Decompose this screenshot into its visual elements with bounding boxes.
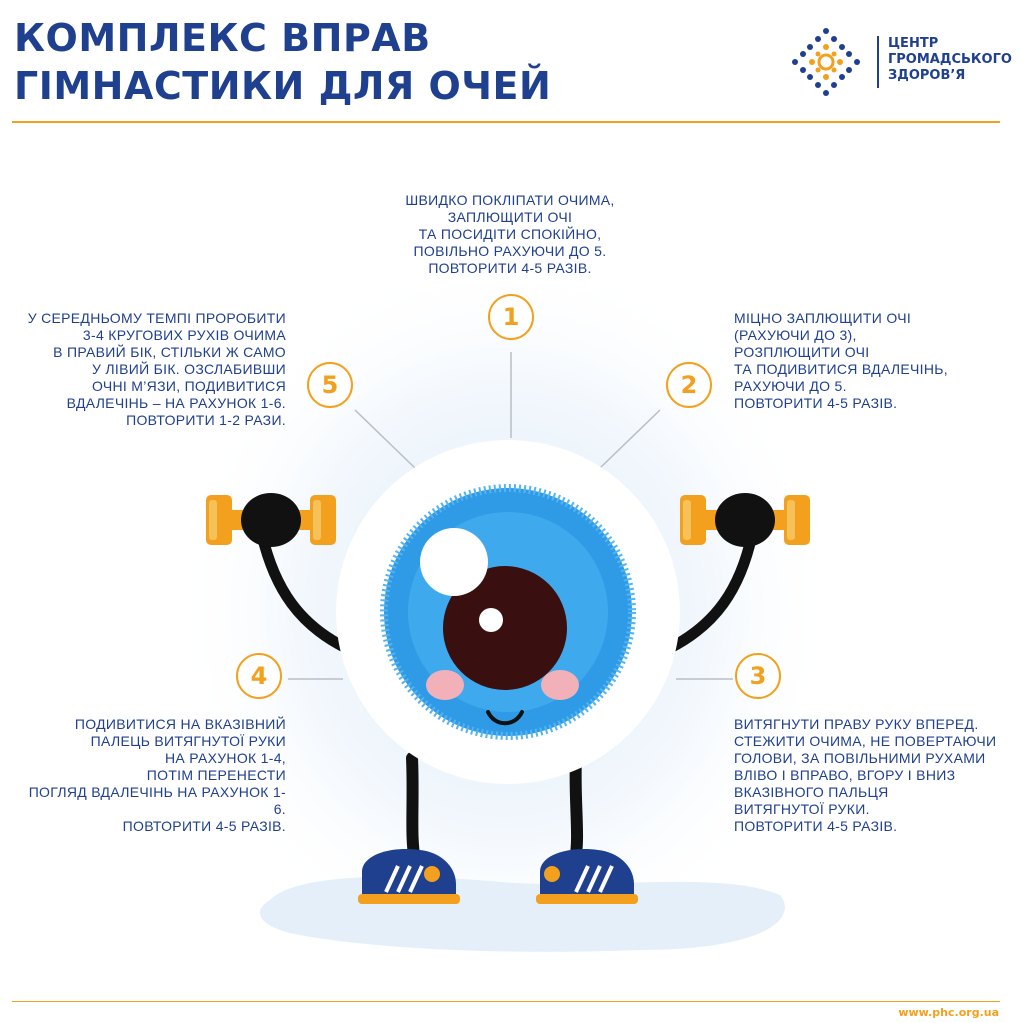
- step-2-line: РОЗПЛЮЩИТИ ОЧІ: [734, 344, 870, 360]
- step-2-line: (РАХУЮЧИ ДО 3),: [734, 327, 857, 343]
- step-4-line: ПОВТОРИТИ 4-5 РАЗІВ.: [122, 818, 286, 834]
- step-1-text: [380, 192, 640, 277]
- step-2-line: РАХУЮЧИ ДО 5.: [734, 378, 847, 394]
- step-5-line: У СЕРЕДНЬОМУ ТЕМПІ ПРОРОБИТИ: [27, 310, 286, 326]
- step-3-line: СТЕЖИТИ ОЧИМА, НЕ ПОВЕРТАЮЧИ: [734, 733, 997, 749]
- step-1-line: ТА ПОСИДІТИ СПОКІЙНО,: [418, 226, 602, 242]
- logo-line-1: ЦЕНТР: [888, 36, 939, 51]
- step-5-line: 3-4 КРУГОВИХ РУХІВ ОЧИМА: [82, 327, 286, 343]
- step-3-line: ПОВТОРИТИ 4-5 РАЗІВ.: [734, 818, 898, 834]
- step-4-text: [20, 716, 286, 835]
- step-4-line: ПОГЛЯД ВДАЛЕЧІНЬ НА РАХУНОК 1-6.: [28, 784, 286, 817]
- step-1-line: ПОВТОРИТИ 4-5 РАЗІВ.: [428, 260, 592, 276]
- footer-url: www.phc.org.ua: [898, 1006, 999, 1019]
- step-2-line: ТА ПОДИВИТИСЯ ВДАЛЕЧІНЬ,: [734, 361, 948, 377]
- step-2-text: [734, 310, 1014, 412]
- step-4-badge: 4: [236, 653, 282, 699]
- step-3-line: ВИТЯГНУТИ ПРАВУ РУКУ ВПЕРЕД.: [734, 716, 979, 732]
- step-1-line: ПОВІЛЬНО РАХУЮЧИ ДО 5.: [413, 243, 607, 259]
- step-4-line: ПАЛЕЦЬ ВИТЯГНУТОЇ РУКИ: [90, 733, 286, 749]
- step-3-line: ВЛІВО І ВПРАВО, ВГОРУ І ВНИЗ: [734, 767, 956, 783]
- title-line-2: ГІМНАСТИКИ ДЛЯ ОЧЕЙ: [14, 64, 552, 108]
- step-3-badge: 3: [735, 653, 781, 699]
- step-2-line: ПОВТОРИТИ 4-5 РАЗІВ.: [734, 395, 898, 411]
- logo-line-2: ГРОМАДСЬКОГО: [888, 52, 1012, 67]
- step-5-line: В ПРАВИЙ БІК, СТІЛЬКИ Ж САМО: [53, 344, 286, 360]
- step-1-line: ШВИДКО ПОКЛІПАТИ ОЧИМА,: [405, 192, 615, 208]
- step-5-line: ПОВТОРИТИ 1-2 РАЗИ.: [126, 412, 286, 428]
- step-2-badge: 2: [666, 362, 712, 408]
- step-3-text: [734, 716, 1014, 835]
- step-2-line: МІЦНО ЗАПЛЮЩИТИ ОЧІ: [734, 310, 912, 326]
- title-line-1: КОМПЛЕКС ВПРАВ: [14, 16, 431, 60]
- step-3-line: ГОЛОВИ, ЗА ПОВІЛЬНИМИ РУХАМИ: [734, 750, 986, 766]
- step-4-line: ПОДИВИТИСЯ НА ВКАЗІВНИЙ: [74, 716, 286, 732]
- step-1-line: ЗАПЛЮЩИТИ ОЧІ: [447, 209, 573, 225]
- logo-line-3: ЗДОРОВ’Я: [888, 68, 966, 83]
- step-4-line: НА РАХУНОК 1-4,: [165, 750, 286, 766]
- step-3-line: ВИТЯГНУТОЇ РУКИ.: [734, 801, 870, 817]
- step-5-badge: 5: [307, 362, 353, 408]
- step-3-line: ВКАЗІВНОГО ПАЛЬЦЯ: [734, 784, 889, 800]
- step-5-line: ВДАЛЕЧІНЬ – НА РАХУНОК 1-6.: [66, 395, 286, 411]
- step-5-line: У ЛІВИЙ БІК. ОЗСЛАБИВШИ: [92, 361, 286, 377]
- step-1-badge: 1: [488, 294, 534, 340]
- step-5-text: [20, 310, 286, 429]
- footer-divider: [12, 1001, 1000, 1002]
- step-4-line: ПОТІМ ПЕРЕНЕСТИ: [146, 767, 286, 783]
- step-5-line: ОЧНІ М’ЯЗИ, ПОДИВИТИСЯ: [91, 378, 286, 394]
